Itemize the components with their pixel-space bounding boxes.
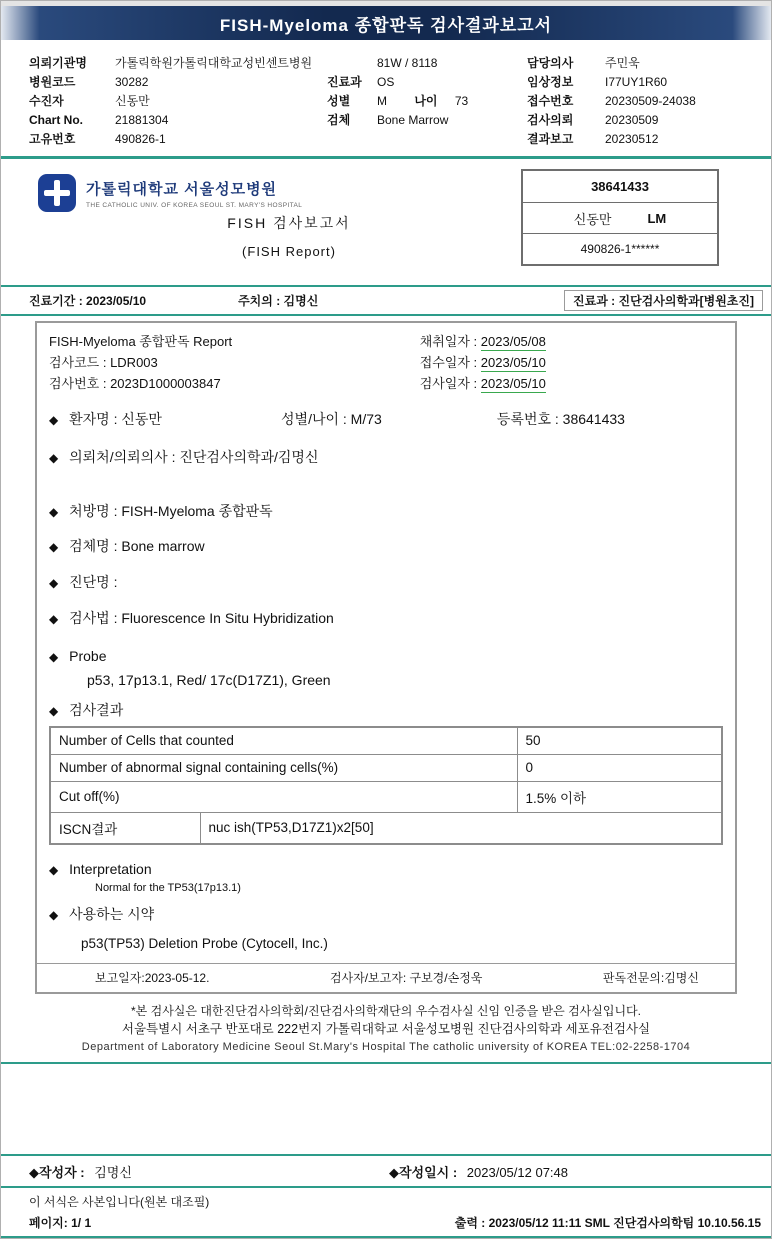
diamond-bullet-icon: ◆ xyxy=(49,413,59,427)
field-value: 20230509-24038 xyxy=(605,93,696,108)
written-at-field xyxy=(389,1162,568,1181)
reagent-heading-label: 사용하는 시약 xyxy=(69,905,155,922)
iscn-value: nuc ish(TP53,D17Z1)x2[50] xyxy=(200,812,722,844)
order-line xyxy=(49,501,723,521)
field-value: 2023/05/08 xyxy=(480,334,546,349)
attending-doctor: 주치의 : 김명신 xyxy=(238,294,319,308)
table-row xyxy=(50,781,722,812)
visit-department: 진료과 : 진단검사의학과[병원초진] xyxy=(564,290,763,311)
field-label: 의뢰기관명 xyxy=(29,56,87,70)
field-value: Bone Marrow xyxy=(377,112,449,127)
diamond-bullet-icon: ◆ xyxy=(49,451,59,465)
visit-band xyxy=(1,285,771,316)
field-value: OS xyxy=(377,74,395,89)
hospital-name: 가톨릭대학교 서울성모병원 xyxy=(86,181,278,198)
result-label: Cut off(%) xyxy=(50,781,517,812)
field-value: 30282 xyxy=(115,74,149,89)
written-at-label: ◆작성일시 : xyxy=(389,1164,458,1180)
hospital-logo-icon xyxy=(37,173,77,213)
sign-row xyxy=(37,963,735,992)
field-value: 가톨릭학원가톨릭대학교성빈센트병원 xyxy=(115,56,313,70)
id-name-row xyxy=(523,202,717,233)
reagent-detail: p53(TP53) Deletion Probe (Cytocell, Inc.) xyxy=(81,935,328,951)
probe-heading-label: Probe xyxy=(69,648,107,664)
collect-date xyxy=(420,331,546,352)
spacer xyxy=(1,1064,771,1155)
patient-line xyxy=(49,409,723,429)
report-title-block xyxy=(199,213,379,259)
info-row xyxy=(29,72,749,91)
field-value: 2023/05/10 xyxy=(480,355,546,370)
test-code: 검사코드 : LDR003 xyxy=(49,355,158,370)
referrer-line xyxy=(49,447,723,467)
age-value: 73 xyxy=(454,94,469,108)
field-value: 21881304 xyxy=(115,112,169,127)
field-label: 임상정보 xyxy=(527,75,574,89)
field-label: 채취일자 : xyxy=(419,334,478,349)
patient-id-box xyxy=(521,169,719,266)
field-label: 접수일자 : xyxy=(419,355,478,370)
report-title-en: (FISH Report) xyxy=(242,244,336,259)
field-label: 고유번호 xyxy=(29,132,76,146)
page-title: FISH-Myeloma 종합판독 검사결과보고서 xyxy=(219,15,553,35)
field-label: 결과보고 xyxy=(527,132,574,146)
method-line xyxy=(49,608,723,628)
divider-teal xyxy=(1,156,771,159)
interpretation-heading-label: Interpretation xyxy=(69,860,152,877)
probe-heading xyxy=(49,648,723,664)
interpretation-heading xyxy=(49,861,723,877)
report-title: FISH 검사보고서 xyxy=(227,215,351,231)
result-value: 0 xyxy=(517,754,722,781)
result-value: 50 xyxy=(517,727,722,754)
copy-note: 이 서식은 사본입니다(원본 대조필) xyxy=(29,1195,210,1209)
diamond-bullet-icon: ◆ xyxy=(49,650,59,664)
specimen-value: 검체명 : Bone marrow xyxy=(69,538,205,554)
diamond-bullet-icon: ◆ xyxy=(49,540,59,554)
patient-info-header xyxy=(1,40,771,156)
hospital-name-block xyxy=(86,173,302,209)
result-label: Number of abnormal signal containing cells(%) xyxy=(50,754,517,781)
diamond-bullet-icon: ◆ xyxy=(49,907,59,922)
field-value: 신동만 xyxy=(115,94,150,108)
hospital-logo xyxy=(37,173,302,213)
report-header-right xyxy=(420,331,546,394)
info-row xyxy=(29,129,749,148)
info-row xyxy=(29,53,749,72)
report-date: 보고일자:2023-05-12. xyxy=(95,970,210,985)
diamond-bullet-icon: ◆ xyxy=(49,576,59,590)
field-value: 20230509 xyxy=(605,112,659,127)
report-name: FISH-Myeloma 종합판독 Report xyxy=(49,334,233,349)
field-label: 수진자 xyxy=(29,94,64,108)
visit-period: 진료기간 : 2023/05/10 xyxy=(29,294,147,308)
patient-reg-no: 등록번호 : 38641433 xyxy=(496,411,625,427)
field-value: 2023/05/10 xyxy=(480,376,546,391)
result-value: 1.5% 이하 xyxy=(517,781,722,812)
diamond-bullet-icon: ◆ xyxy=(49,704,59,718)
lab-notes xyxy=(1,1002,771,1062)
field-label: 검체 xyxy=(327,113,351,127)
reading-physician: 판독전문의:김명신 xyxy=(602,970,699,985)
info-row xyxy=(29,110,749,129)
field-label: 병원코드 xyxy=(29,75,76,89)
field-value: 주민욱 xyxy=(605,56,640,70)
diamond-bullet-icon: ◆ xyxy=(49,612,59,626)
examiner: 검사자/보고자: 구보경/손정욱 xyxy=(329,970,483,985)
report-header-left xyxy=(49,331,420,394)
patient-sex-age: 성별/나이 : M/73 xyxy=(281,411,382,427)
referrer-value: 의뢰처/의뢰의사 : 진단검사의학과/김명신 xyxy=(69,449,319,465)
written-at-value: 2023/05/12 07:48 xyxy=(466,1164,569,1180)
divider-teal xyxy=(1,1236,771,1238)
field-label: 담당의사 xyxy=(527,56,574,70)
report-header xyxy=(49,331,723,394)
field-label: 나이 xyxy=(414,94,438,108)
page-indicator: 페이지: 1/ 1 xyxy=(29,1215,92,1230)
test-date xyxy=(420,373,546,394)
specimen-line xyxy=(49,536,723,556)
field-label: Chart No. xyxy=(29,112,83,127)
field-value: 20230512 xyxy=(605,131,659,146)
author-field xyxy=(29,1162,389,1181)
field-label: 접수번호 xyxy=(527,94,574,108)
id-reg-no: 38641433 xyxy=(591,179,649,194)
lab-department-en: Department of Laboratory Medicine Seoul St.Mary's Hospital The catholic university of KOREA TEL:02-2258-1704 xyxy=(81,1040,691,1053)
iscn-label: ISCN결과 xyxy=(50,812,200,844)
results-heading xyxy=(49,700,723,720)
title-bar xyxy=(1,6,771,40)
lab-address: 서울특별시 서초구 반포대로 222번지 가톨릭대학교 서울성모병원 진단검사의학과 세포유전검사실 xyxy=(121,1021,651,1036)
author-row xyxy=(1,1156,771,1186)
field-value: 81W / 8118 xyxy=(377,55,438,70)
result-label: Number of Cells that counted xyxy=(50,727,517,754)
field-value: 490826-1 xyxy=(115,131,166,146)
author-label: ◆작성자 : xyxy=(29,1164,85,1180)
field-label: 검사일자 : xyxy=(419,376,478,391)
accreditation-note: *본 검사실은 대한진단검사의학회/진단검사의학재단의 우수검사실 신임 인증을 받은 검사실입니다. xyxy=(131,1003,641,1018)
field-label: 진료과 xyxy=(327,75,362,89)
page-footer-row xyxy=(1,1210,771,1236)
probe-detail: p53, 17p13.1, Red/ 17c(D17Z1), Green xyxy=(87,672,331,688)
diagnosis-value: 진단명 : xyxy=(69,574,118,590)
id-lab-code: LM xyxy=(647,210,667,226)
print-info: 출력 : 2023/05/12 11:11 SML 진단검사의학팀 10.10.56.15 xyxy=(454,1215,761,1230)
test-number: 검사번호 : 2023D1000003847 xyxy=(49,376,221,391)
sex-value: M xyxy=(377,94,387,108)
id-patient-name: 신동만 xyxy=(573,211,612,227)
reagent-heading xyxy=(49,904,723,924)
hospital-subtitle: THE CATHOLIC UNIV. OF KOREA SEOUL ST. MARY'S HOSPITAL xyxy=(86,202,303,209)
field-value xyxy=(377,92,527,109)
diamond-bullet-icon: ◆ xyxy=(49,505,59,519)
field-label: 검사의뢰 xyxy=(527,113,574,127)
field-label: 성별 xyxy=(327,94,351,108)
table-row xyxy=(50,754,722,781)
table-row xyxy=(50,812,722,844)
info-row xyxy=(29,91,749,110)
id-case-no: 490826-1****** xyxy=(523,233,717,264)
diamond-bullet-icon: ◆ xyxy=(49,862,59,877)
diagnosis-line xyxy=(49,572,723,592)
table-row xyxy=(50,727,722,754)
patient-name: 환자명 : 신동만 xyxy=(69,411,162,427)
letterhead xyxy=(1,169,771,277)
author-name: 김명신 xyxy=(94,1164,132,1180)
interpretation-text: Normal for the TP53(17p13.1) xyxy=(95,881,241,894)
field-value: I77UY1R60 xyxy=(605,74,668,89)
order-value: 처방명 : FISH-Myeloma 종합판독 xyxy=(69,503,273,519)
results-heading-label: 검사결과 xyxy=(69,702,124,718)
report-box xyxy=(35,321,737,994)
receive-date xyxy=(420,352,546,373)
method-value: 검사법 : Fluorescence In Situ Hybridization xyxy=(69,610,334,626)
results-table xyxy=(49,726,723,845)
